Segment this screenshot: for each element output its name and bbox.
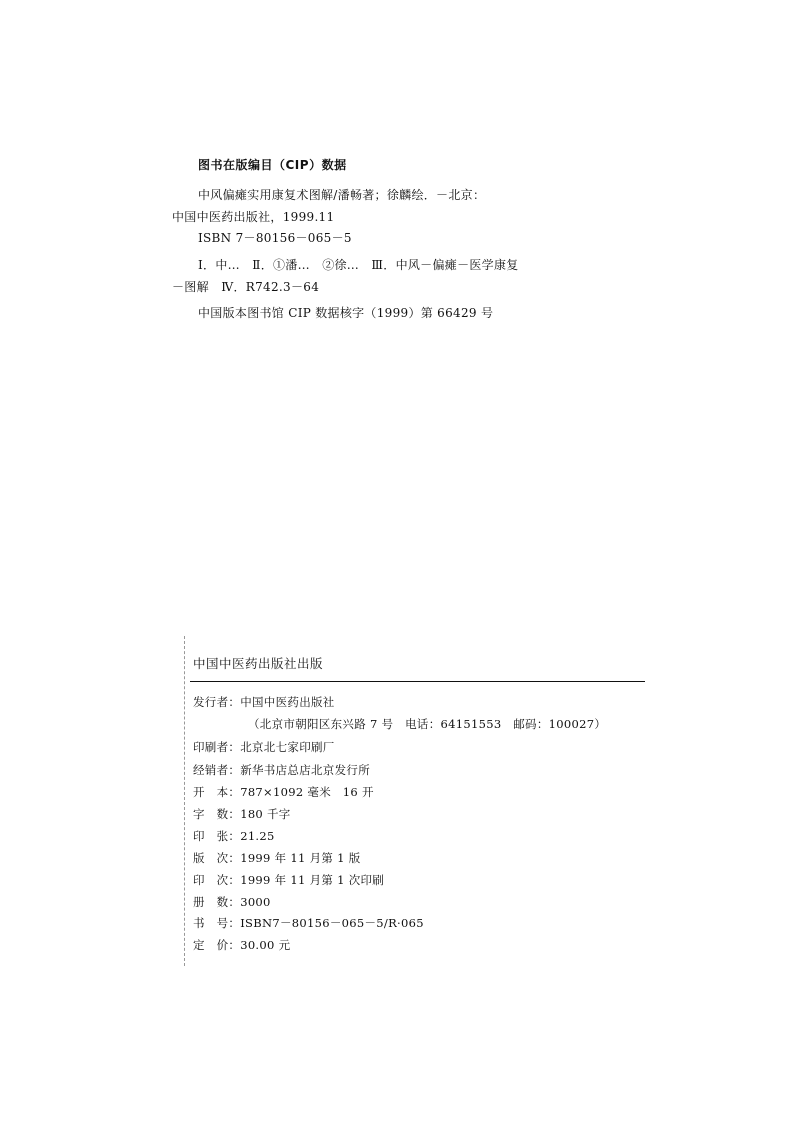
price-line: 定 价：30.00 元	[193, 938, 291, 952]
publisher-divider	[190, 681, 645, 682]
cip-bibliographic-line-2: 中国中医药出版社，1999.11	[172, 210, 335, 224]
cip-classification-line-2: －图解 Ⅳ．R742.3－64	[172, 280, 320, 294]
format-line: 开 本：787×1092 毫米 16 开	[193, 785, 374, 799]
distributor-line: 经销者：新华书店总店北京发行所	[193, 763, 370, 777]
address-line: （北京市朝阳区东兴路 7 号 电话：64151553 邮码：100027）	[248, 717, 607, 731]
cip-title: 图书在版编目（CIP）数据	[198, 158, 347, 172]
printing-line: 印 次：1999 年 11 月第 1 次印刷	[193, 873, 385, 887]
copies-line: 册 数：3000	[193, 895, 271, 909]
word-count-line: 字 数：180 千字	[193, 807, 291, 821]
cip-bibliographic-line-1: 中风偏瘫实用康复术图解/潘畅著；徐麟绘．－北京：	[198, 188, 486, 202]
edition-line: 版 次：1999 年 11 月第 1 版	[193, 851, 361, 865]
book-number-line: 书 号：ISBN7－80156－065－5/R·065	[193, 916, 424, 930]
margin-binding-marks	[184, 636, 189, 966]
sheets-line: 印 张：21.25	[193, 829, 275, 843]
cip-isbn-line: ISBN 7－80156－065－5	[198, 231, 352, 245]
issuer-line: 发行者：中国中医药出版社	[193, 695, 335, 709]
printer-line: 印刷者：北京北七家印刷厂	[193, 740, 335, 754]
publisher-name: 中国中医药出版社出版	[193, 656, 324, 671]
cip-classification-line-1: Ⅰ．中… Ⅱ．①潘… ②徐… Ⅲ．中风－偏瘫－医学康复	[198, 258, 519, 272]
cip-number: 中国版本图书馆 CIP 数据核字（1999）第 66429 号	[198, 306, 494, 320]
